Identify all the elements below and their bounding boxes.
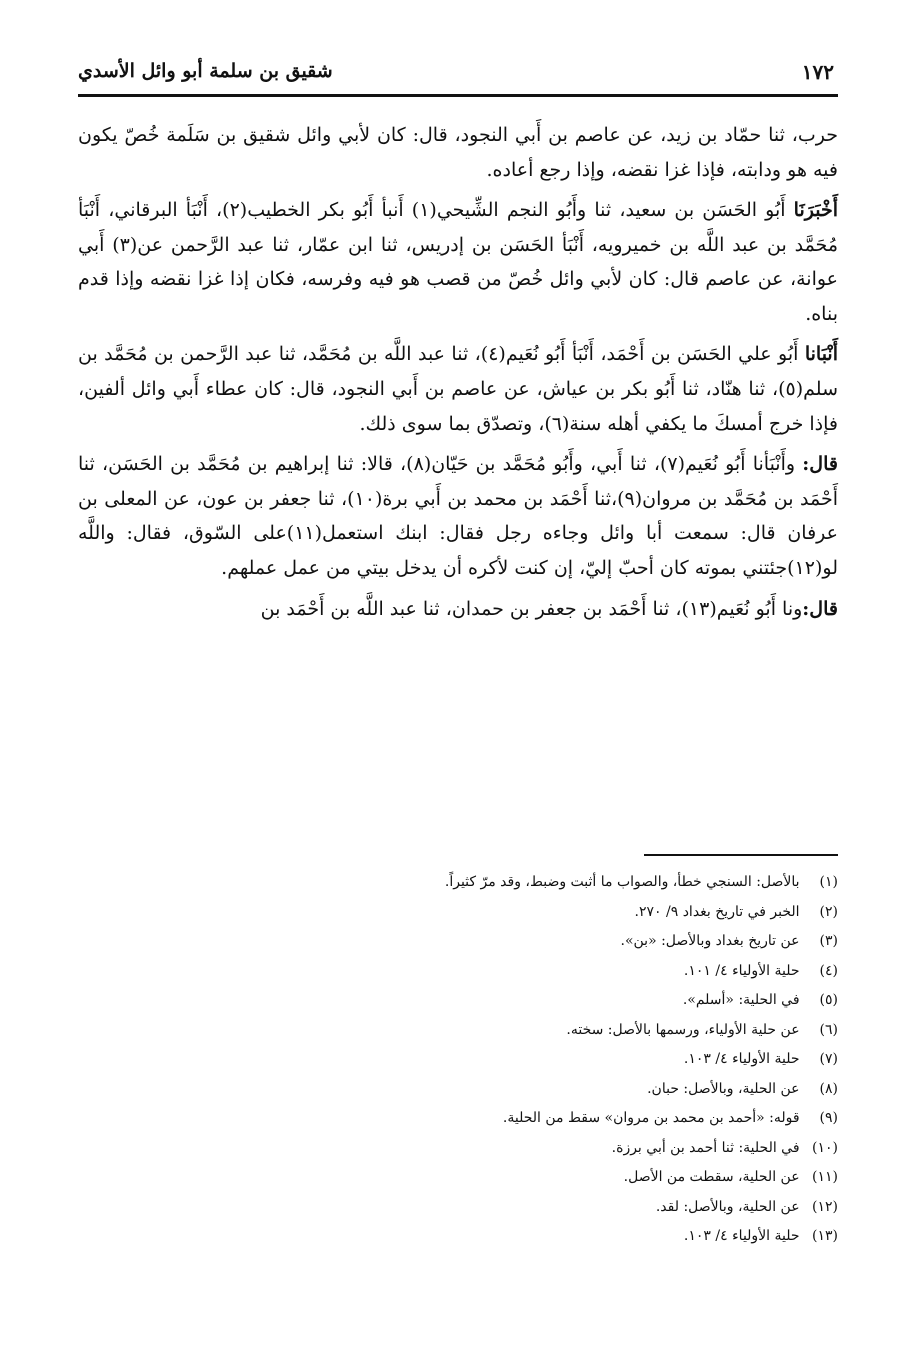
footnote bbox=[78, 927, 838, 957]
footnote bbox=[78, 1016, 838, 1046]
footnote-number: (١١) bbox=[812, 1169, 838, 1185]
footnote-text: بالأصل: السنجي خطأ، والصواب ما أثبت وضبط، وقد مرّ كثيراً. bbox=[444, 874, 800, 890]
footnotes bbox=[78, 868, 838, 1252]
footnote-text: الخبر في تاريخ بغداد ٩/ ٢٧٠. bbox=[634, 903, 800, 920]
footnote-number: (١٣) bbox=[812, 1228, 838, 1244]
footnote-number: (١٠) bbox=[812, 1139, 838, 1156]
paragraph-text: حرب، ثنا حمّاد بن زيد، عن عاصم بن أَبي النجود، قال: كان لأبي وائل شقيق بن سَلَمة خُصّ يكون فيه هو ودابته، فإذا غزا نقضه، وإذا رجع أعاده. bbox=[78, 124, 838, 181]
footnote-text: عن الحلية، سقطت من الأصل. bbox=[623, 1169, 800, 1185]
paragraph bbox=[78, 447, 838, 585]
footnote bbox=[78, 1075, 838, 1105]
footnote bbox=[78, 1222, 838, 1252]
main-text bbox=[78, 118, 838, 632]
paragraph-text: ونا أَبُو نُعَيم(١٣)، ثنا أَحْمَد بن جعفر بن حمدان، ثنا عبد اللَّه بن أَحْمَد بن bbox=[260, 597, 803, 620]
footnote-number: (٣) bbox=[819, 933, 838, 949]
footnote-text: حلية الأولياء ٤/ ١٠١. bbox=[683, 962, 800, 979]
footnote-text: عن حلية الأولياء، ورسمها بالأصل: سخته. bbox=[566, 1021, 800, 1038]
footnote bbox=[78, 1163, 838, 1193]
footnote-number: (٩) bbox=[819, 1110, 838, 1126]
footnote-number: (٦) bbox=[819, 1021, 838, 1038]
footnote-text: قوله: «أحمد بن محمد بن مروان» سقط من الحلية. bbox=[502, 1110, 800, 1126]
paragraph bbox=[78, 193, 838, 331]
footnote-number: (٢) bbox=[819, 903, 838, 920]
footnote bbox=[78, 868, 838, 898]
paragraph-lead: قال: bbox=[802, 453, 838, 476]
footnote-text: في الحلية: «أسلم». bbox=[682, 992, 800, 1008]
footnote bbox=[78, 898, 838, 928]
footnote bbox=[78, 957, 838, 987]
footnote-number: (١٢) bbox=[812, 1198, 838, 1215]
footnote-number: (٤) bbox=[819, 962, 838, 979]
paragraph bbox=[78, 592, 838, 627]
paragraph-text: أَبُو الحَسَن بن سعيد، ثنا وأَبُو النجم الشِّيحي(١) أَنبأ أَبُو بكر الخطيب(٢)، أَنْبَأ البرقاني، أَنْبَأ مُحَمَّد بن عبد اللَّه بن خميرويه، أَنْبَأ الحَسَن بن إدريس، ثنا ابن عمّار، ثنا عبد الرَّحمن عن(٣) أَبي عوانة، عن عاصم قال: كان لأبي وائل خُصّ من قصب هو فيه وفرسه، فكان إذا غزا نقضه وإذا قدم بناه. bbox=[78, 199, 838, 325]
paragraph bbox=[78, 118, 838, 187]
footnote-number: (٧) bbox=[819, 1051, 838, 1067]
footnote bbox=[78, 1045, 838, 1075]
footnote-text: عن تاريخ بغداد وبالأصل: «بن». bbox=[620, 933, 800, 949]
running-title: شقيق بن سلمة أبو وائل الأسدي bbox=[78, 60, 333, 82]
footnote-text: عن الحلية، وبالأصل: لقد. bbox=[655, 1198, 800, 1215]
footnote-number: (٥) bbox=[819, 992, 838, 1008]
page-number: ١٧٢ bbox=[801, 60, 834, 84]
footnote-text: حلية الأولياء ٤/ ١٠٣. bbox=[683, 1051, 800, 1067]
footnote-text: في الحلية: ثنا أحمد بن أبي برزة. bbox=[611, 1139, 800, 1156]
footnote-text: حلية الأولياء ٤/ ١٠٣. bbox=[683, 1228, 800, 1244]
footnote-number: (١) bbox=[819, 874, 838, 890]
footnote-text: عن الحلية، وبالأصل: حبان. bbox=[647, 1080, 800, 1097]
paragraph-lead: قال: bbox=[802, 597, 838, 620]
paragraph-lead: أَخْبَرَنَا bbox=[793, 199, 838, 222]
paragraph bbox=[78, 337, 838, 441]
running-header bbox=[78, 54, 838, 97]
footnote bbox=[78, 1134, 838, 1164]
footnote bbox=[78, 1193, 838, 1223]
footnote-separator bbox=[644, 854, 838, 856]
paragraph-text: وأَنْبَأنا أَبُو نُعَيم(٧)، ثنا أَبي، وأَبُو مُحَمَّد بن حَيّان(٨)، قالا: ثنا إبراهيم بن مُحَمَّد بن الحَسَن، ثنا أَحْمَد بن مُحَمَّد بن مروان(٩)،ثنا أَحْمَد بن محمد بن أَبي برة(١٠)، ثنا جعفر بن عون، عن المعلى بن عرفان قال: سمعت أبا وائل وجاءه رجل فقال: ابنك استعمل(١١)على السّوق، فقال: واللَّه لو(١٢)جئتني بموته كان أحبّ إليّ، إن كنت لأكره أن يدخل بيتي من عمل عملهم. bbox=[78, 453, 838, 579]
paragraph-text: أَبُو علي الحَسَن بن أَحْمَد، أَنْبَأ أَبُو نُعَيم(٤)، ثنا عبد اللَّه بن مُحَمَّد، ثنا عبد الرَّحمن بن مُحَمَّد بن سلم(٥)، ثنا هنّاد، ثنا أَبُو بكر بن عياش، عن عاصم بن أَبي النجود، قال: كان عطاء أَبي وائل ألفين، فإذا خرج أمسكَ ما يكفي أهله سنة(٦)، وتصدّق بما سوى ذلك. bbox=[78, 343, 838, 435]
paragraph-lead: أَنْبَانا bbox=[804, 343, 838, 366]
footnote bbox=[78, 1104, 838, 1134]
footnote-number: (٨) bbox=[819, 1080, 838, 1097]
footnote bbox=[78, 986, 838, 1016]
